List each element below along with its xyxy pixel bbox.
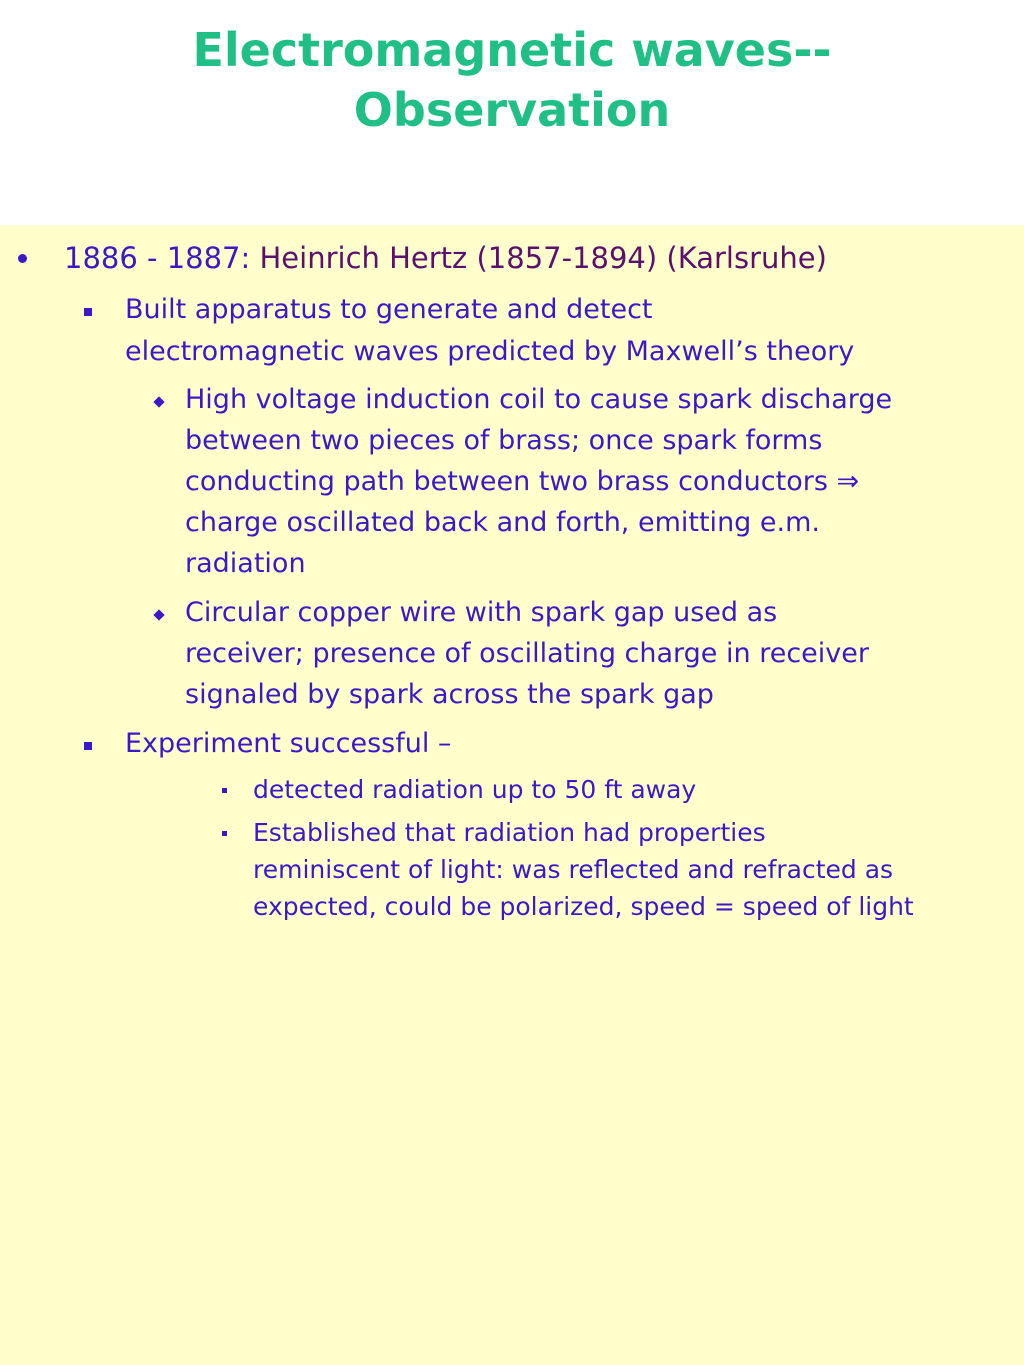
bullet-1-1-1-line-2: between two pieces of brass; once spark forms <box>185 425 823 456</box>
small-square-bullet-icon <box>222 831 227 836</box>
bullet-1 <box>64 238 827 278</box>
bullet-1-2-2-line-2: reminiscent of light: was reflected and refracted as <box>253 855 894 884</box>
bullet-1-1-1-line-5: radiation <box>185 548 306 579</box>
title-area <box>0 0 1024 225</box>
bullet-1-1-2-line-3: signaled by spark across the spark gap <box>185 679 714 710</box>
bullet-1-2-line-1: Experiment successful – <box>125 728 452 759</box>
bullet-1-1-2-line-1: Circular copper wire with spark gap used as <box>185 597 778 628</box>
bullet-1-person: Heinrich Hertz (1857-1894) (Karlsruhe) <box>259 241 827 275</box>
bullet-1-dates: 1886 - 1887: <box>64 241 260 275</box>
title-line-2: Observation <box>353 83 671 137</box>
small-square-bullet-icon <box>222 788 227 793</box>
bullet-1-1-line-1: Built apparatus to generate and detect <box>125 294 653 325</box>
bullet-1-2-2-line-1: Established that radiation had properties <box>253 818 766 847</box>
bullet-1-1-1-line-3: conducting path between two brass conductors ⇒ <box>185 466 860 497</box>
bullet-dot-icon <box>18 254 27 263</box>
bullet-1-1-line-2: electromagnetic waves predicted by Maxwell’s theory <box>125 336 855 367</box>
bullet-1-1-2-line-2: receiver; presence of oscillating charge in receiver <box>185 638 869 669</box>
square-bullet-icon <box>84 308 92 316</box>
bullet-1-1-1-line-4: charge oscillated back and forth, emitting e.m. <box>185 507 820 538</box>
slide-title <box>0 20 1024 140</box>
bullet-1-2-2-line-3: expected, could be polarized, speed = speed of light <box>253 892 914 921</box>
square-bullet-icon <box>84 742 92 750</box>
title-line-1: Electromagnetic waves-- <box>192 23 832 77</box>
bullet-1-1-1-line-1: High voltage induction coil to cause spark discharge <box>185 384 893 415</box>
bullet-1-2-1-line-1: detected radiation up to 50 ft away <box>253 775 697 804</box>
